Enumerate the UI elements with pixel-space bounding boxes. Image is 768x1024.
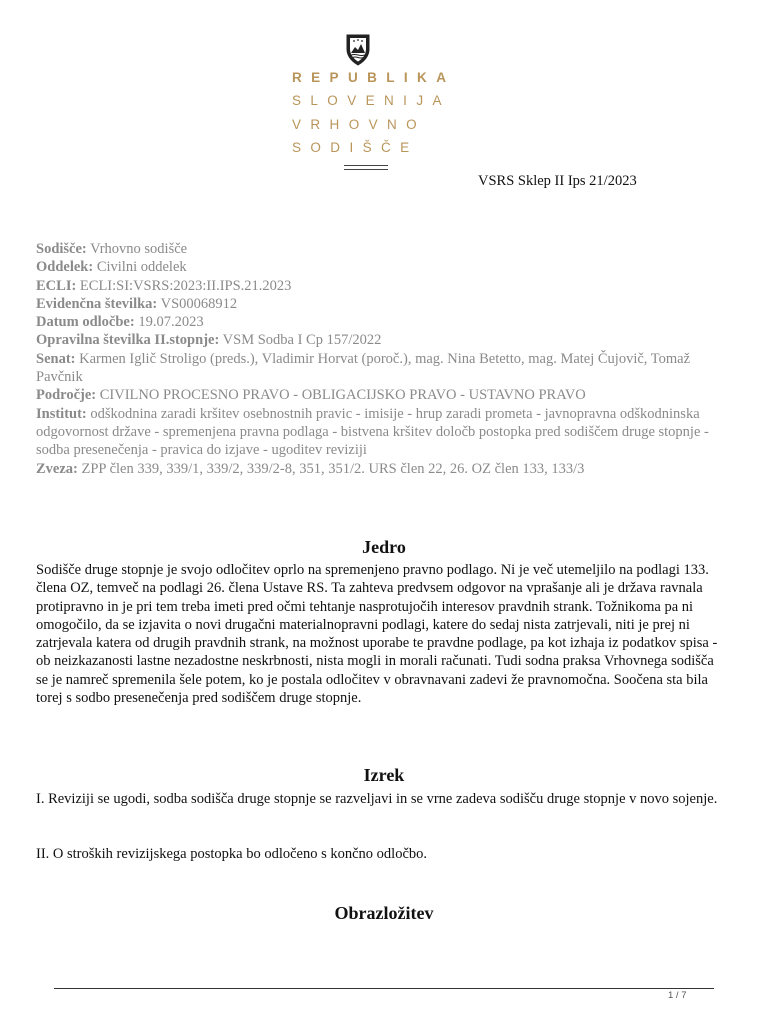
meta-area: Področje: CIVILNO PROCESNO PRAVO - OBLIGACIJSKO PRAVO - USTAVNO PRAVO: [36, 387, 586, 404]
meta-senate: Senat: Karmen Iglič Stroligo (preds.), Vladimir Horvat (poroč.), mag. Nina Betetto, mag. Matej Čujovič, Tomaž Pavčnik: [36, 350, 691, 386]
izrek-item-1: I. Reviziji se ugodi, sodba sodišča druge stopnje se razveljavi in se vrne zadeva sodišču druge stopnje v novo sojenje.: [36, 791, 718, 807]
logo-divider: [344, 165, 388, 166]
footer-divider: [54, 988, 714, 989]
meta-institute: Institut: odškodnina zaradi kršitev osebnostnih pravic - imisije - hrup zaradi prometa - javnopravna odškodninska odgovornost države - spremenjena pravna podlaga - bistvena kršitev določb postopka pred sodiščem druge stopnje - sodba presenečenja - pravica do izjave - ugoditev reviziji: [36, 405, 709, 459]
metadata-block: [36, 240, 736, 478]
logo-divider: [344, 169, 388, 170]
case-reference: VSRS Sklep II Ips 21/2023: [478, 173, 637, 189]
logo-line-sodisce: SODIŠČE: [292, 140, 419, 155]
meta-relation: Zveza: ZPP člen 339, 339/1, 339/2, 339/2-8, 351, 351/2. URS člen 22, 26. OZ člen 133, 133/3: [36, 460, 585, 477]
jedro-text: Sodišče druge stopnje je svojo odločitev oprlo na spremenjeno pravno podlago. Ni je več utemeljilo na podlagi 133. člena OZ, temveč na podlagi 26. člena Ustave RS. Ta zahteva predvsem odgovor na vprašanje ali je država ravnala protipravno in je pri tem treba imeti pred očmi tehtanje nasprotujočih interesov pravdnih strank. Tožnikoma pa ni omogočilo, da se izjavita o novi drugačni materialnopravni podlagi, katere do sedaj nista zatrjevali, niti je prej ni zatrjevala katera od drugih pravdnih strank, na možnost uporabe te pravdne podlage, pa kot izhaja iz podatkov spisa - ob neizkazanosti lastne nezadostne neskrbnosti, nista mogli in morali računati. Tudi sodna praksa Vrhovnega sodišča se je namreč spremenila šele potem, ko je postala odločitev v obravnavani zadevi že pravnomočna. Soočena sta bila torej s sodbo presenečenja pred sodiščem druge stopnje.: [36, 562, 718, 707]
coat-of-arms-icon: [344, 34, 372, 66]
meta-record-number: Evidenčna številka: VS00068912: [36, 295, 238, 312]
meta-decision-date: Datum odločbe: 19.07.2023: [36, 314, 204, 331]
section-heading-obrazlozitev: Obrazložitev: [334, 903, 434, 923]
izrek-item-2: II. O stroških revizijskega postopka bo odločeno s končno odločbo.: [36, 846, 428, 862]
section-heading-izrek: Izrek: [363, 765, 405, 785]
meta-ecli: ECLI: ECLI:SI:VSRS:2023:II.IPS.21.2023: [36, 277, 292, 294]
logo-line-republika: REPUBLIKA: [292, 70, 456, 85]
meta-second-instance: Opravilna številka II.stopnje: VSM Sodba I Cp 157/2022: [36, 332, 382, 349]
section-heading-jedro: Jedro: [362, 537, 406, 557]
meta-department: Oddelek: Civilni oddelek: [36, 259, 187, 276]
meta-court: Sodišče: Vrhovno sodišče: [36, 241, 188, 257]
logo-line-vrhovno: VRHOVNO: [292, 117, 427, 132]
logo-line-slovenija: SLOVENIJA: [292, 93, 451, 108]
page-number: 1 / 7: [668, 990, 687, 1001]
